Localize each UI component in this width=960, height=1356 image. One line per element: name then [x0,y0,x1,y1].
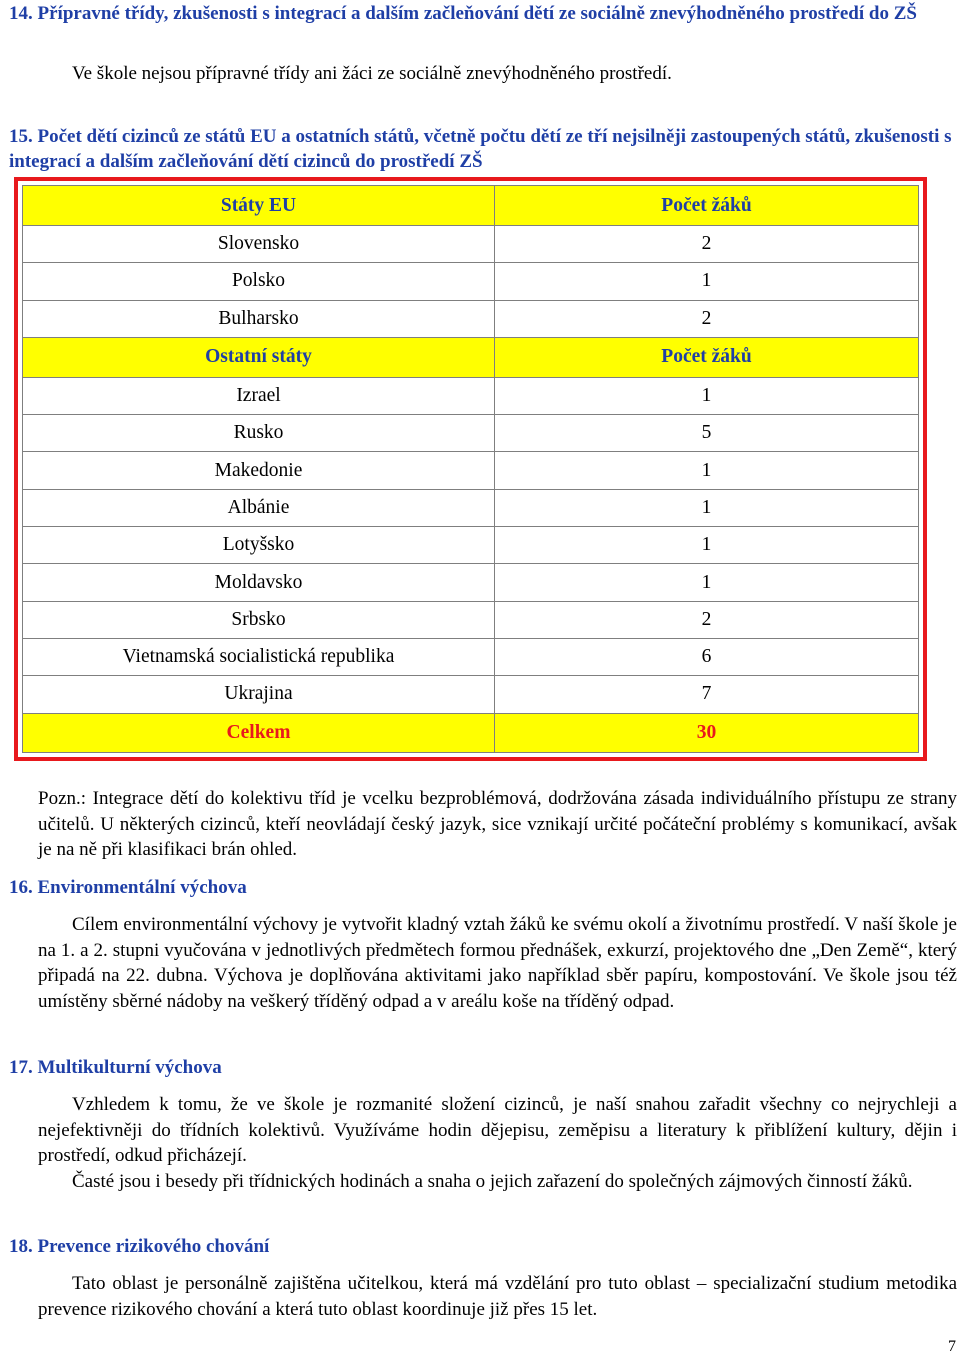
country-cell: Izrael [23,377,495,414]
country-cell: Polsko [23,263,495,300]
country-cell: Albánie [23,489,495,526]
country-cell: Srbsko [23,601,495,638]
section-15-note [38,786,957,863]
count-cell: 1 [495,377,919,414]
count-cell: 5 [495,415,919,452]
eu-header-row [23,186,919,226]
table-row [23,300,919,337]
table-row [23,527,919,564]
eu-header-count: Počet žáků [495,186,919,226]
table-row [23,489,919,526]
section-18-heading: 18. Prevence rizikového chování [9,1236,270,1257]
eu-header-country: Státy EU [23,186,495,226]
count-cell: 1 [495,489,919,526]
note-text: : Integrace dětí do kolektivu tříd je vcelku bezproblémová, dodržována zásada individuálního přístupu ze strany učitelů. U některých cizinců, kteří neovládají český jazyk, sice vznikají určité počáteční problémy s komunikací, avšak je na ně při klasifikaci brán ohled. [38,788,957,860]
table-row [23,263,919,300]
section-17-text-2: Časté jsou i besedy při třídnických hodinách a snaha o jejich zařazení do společných zájmových činností žáků. [72,1171,913,1192]
section-14-heading: 14. Přípravné třídy, zkušenosti s integrací a dalším začleňování dětí ze sociálně znevýhodněného prostředí do ZŠ [9,3,917,24]
count-cell: 2 [495,601,919,638]
table-row [23,415,919,452]
section-18-text: Tato oblast je personálně zajištěna učitelkou, která má vzdělání pro tuto oblast – specializační studium metodika prevence rizikového chování a která tuto oblast koordinuje již přes 15 let. [38,1273,957,1320]
other-header-count: Počet žáků [495,337,919,377]
table-row [23,601,919,638]
country-cell: Vietnamská socialistická republika [23,638,495,675]
count-cell: 7 [495,676,919,713]
other-header-row [23,337,919,377]
total-row [23,713,919,752]
count-cell: 1 [495,527,919,564]
total-label: Celkem [23,713,495,752]
table-row [23,452,919,489]
count-cell: 1 [495,564,919,601]
table-row [23,638,919,675]
country-cell: Lotyšsko [23,527,495,564]
country-cell: Rusko [23,415,495,452]
country-cell: Makedonie [23,452,495,489]
count-cell: 1 [495,263,919,300]
section-16-heading: 16. Environmentální výchova [9,877,247,898]
section-14-text: Ve škole nejsou přípravné třídy ani žáci ze sociálně znevýhodněného prostředí. [72,63,672,84]
section-17-text-1: Vzhledem k tomu, že ve škole je rozmanité složení cizinců, je naší snahou zařadit všechny co nejrychleji a nejefektivněji do třídních kolektivů. Využíváme hodin dějepisu, zeměpisu a literatury k přiblížení kultury, dějin i prostředí, odkud přicházejí. [38,1094,957,1166]
note-label: Pozn. [38,788,81,809]
total-value: 30 [495,713,919,752]
count-cell: 6 [495,638,919,675]
foreign-students-table [14,177,927,761]
count-cell: 2 [495,300,919,337]
table-row [23,377,919,414]
other-header-country: Ostatní státy [23,337,495,377]
page-number: 7 [948,1338,956,1355]
country-cell: Ukrajina [23,676,495,713]
table-row [23,564,919,601]
table-row [23,676,919,713]
country-cell: Moldavsko [23,564,495,601]
section-17-heading: 17. Multikulturní výchova [9,1057,222,1078]
table-row [23,226,919,263]
section-15-heading: 15. Počet dětí cizinců ze států EU a ostatních států, včetně počtu dětí ze tří nejsilněji zastoupených států, zkušenosti s integrací a dalším začleňování dětí cizinců do prostředí ZŠ [9,126,952,172]
country-cell: Slovensko [23,226,495,263]
section-16-text: Cílem environmentální výchovy je vytvořit kladný vztah žáků ke svému okolí a životnímu prostředí. V naší škole je na 1. a 2. stupni vyučována v jednotlivých předmětech formou přednášek, exkurzí, projektového dne „Den Země“, který připadá na 22. dubna. Výchova je doplňována aktivitami jako například sběr papíru, kompostování. Ve škole jsou též umístěny sběrné nádoby na veškerý tříděný odpad a v areálu koše na tříděný odpad. [38,914,957,1012]
count-cell: 2 [495,226,919,263]
count-cell: 1 [495,452,919,489]
country-cell: Bulharsko [23,300,495,337]
